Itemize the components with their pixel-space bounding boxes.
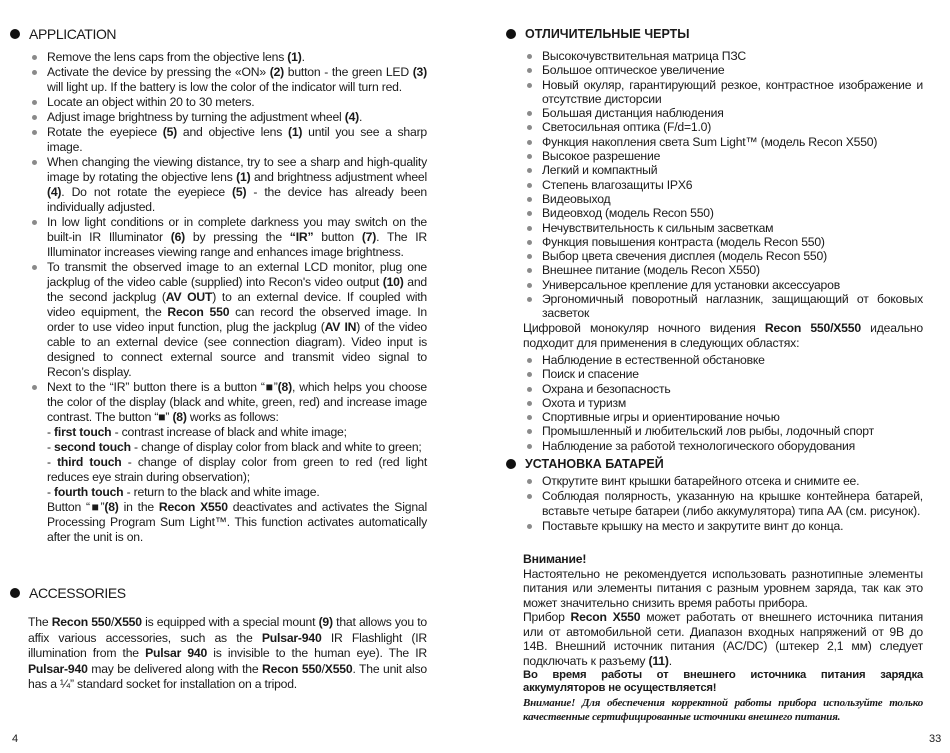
battery-step: Открутите винт крышки батарейного отсека и снимите ее. — [523, 474, 923, 489]
page-number-left: 4 — [12, 733, 19, 745]
application-steps — [28, 50, 427, 545]
bold-text: second touch — [54, 440, 131, 454]
application-heading-text: APPLICATION — [29, 26, 117, 42]
features-list — [523, 49, 923, 321]
bold-text: (1) — [288, 125, 303, 139]
bold-text: (3) — [412, 65, 427, 79]
bullet-dot-icon — [10, 29, 20, 39]
application-area-item: Охрана и безопасность — [523, 382, 923, 396]
feature-item: Универсальное крепление для установки аксессуаров — [523, 278, 923, 292]
bold-text: Recon X550 — [570, 610, 641, 624]
feature-item: Функция повышения контраста (модель Recon 550) — [523, 235, 923, 249]
application-step: Rotate the eyepiece (5) and objective lens (1) until you see a sharp image. — [28, 125, 427, 155]
application-step: When changing the viewing distance, try to see a sharp and high-quality image by rotating the objective lens (1) and brightness adjustment wheel (4). Do not rotate the eyepiece (5) - the device has already been individually adjusted. — [28, 155, 427, 215]
application-step: Next to the “IR” button there is a button “■”(8), which helps you choose the color of the display (black and white, green, red) and increase image contrast. The button “■” (8) works as follows: - first touch - contrast increase of black and white image; - second touch - change of display color from black and white to green; - third touch - change of display color from green to red (red light reduces eye strain during observation); - fourth touch - return to the black and white image. Button “■”(8) in the Recon X550 deactivates and activates the Signal Processing Program Sum Light™. This function activates automatically after the unit is on. — [28, 380, 427, 545]
page-number-right: 33 — [929, 733, 942, 745]
application-area-item: Спортивные игры и ориентирование ночью — [523, 410, 923, 424]
application-area-item: Наблюдение в естественной обстановке — [523, 353, 923, 367]
feature-item: Нечувствительность к сильным засветкам — [523, 221, 923, 235]
feature-item: Видеовход (модель Recon 550) — [523, 206, 923, 220]
bold-text: (2) — [269, 65, 285, 79]
battery-step: Поставьте крышку на место и закрутите винт до конца. — [523, 519, 923, 534]
application-step: Locate an object within 20 to 30 meters. — [28, 95, 427, 110]
bold-text: (4) — [47, 185, 62, 199]
attention-title: Внимание! — [523, 552, 587, 566]
power-source-note: Внимание! Для обеспечения корректной работы прибора используйте только качественные сертифицированные источники внешнего питания. — [523, 697, 923, 723]
application-areas-list — [523, 353, 923, 453]
bold-text: Pulsar-940 — [28, 661, 88, 676]
bold-text: first touch — [54, 425, 112, 439]
external-power-text: Прибор Recon X550 может работать от внешнего источника питания или от автомобильной сети. Диапазон входных напряжений от 9В до 14В. Внешний источник питания (AC/DC) (штекер 2,1 мм) следует подключать к разъему (11). — [523, 610, 923, 668]
feature-item: Видеовыход — [523, 192, 923, 206]
bold-text: (8) — [172, 410, 187, 424]
application-area-item: Наблюдение за работой технологического оборудования — [523, 439, 923, 453]
batteries-steps — [523, 474, 923, 534]
application-step: To transmit the observed image to an external LCD monitor, plug one jackplug of the video cable (supplied) into Recon's video output (10) and the second jackplug (AV OUT) to an external device. If coupled with video equipment, the Recon 550 can record the observed image. In order to use video input function, plug the jackplug (AV IN) of the video cable to an external device (see connection diagram). Video input is designed to connect external source and transmit video signal to Recon’s display. — [28, 260, 427, 380]
accessories-heading — [10, 585, 126, 601]
feature-item: Выбор цвета свечения дисплея (модель Recon 550) — [523, 249, 923, 263]
application-area-item: Промышленный и любительский лов рыбы, лодочный спорт — [523, 424, 923, 438]
bold-text: (6) — [170, 230, 186, 244]
application-step: In low light conditions or in complete darkness you may switch on the built-in IR Illuminator (6) by pressing the “IR” button (7). The IR Illuminator increases viewing range and enhances image brightness. — [28, 215, 427, 260]
accessories-paragraph: The Recon 550/X550 is equipped with a special mount (9) that allows you to affix various accessories, such as the Pulsar-940 IR Flashlight (IR illumination from the Pulsar 940 is invisible to the human eye). The IR Pulsar-940 may be delivered along with the Recon 550/X550. The unit also has a ¼” standard socket for installation on a tripod. — [28, 615, 428, 691]
feature-item: Функция накопления света Sum Light™ (модель Recon X550) — [523, 135, 923, 149]
battery-step: Соблюдая полярность, указанную на крышке контейнера батарей, вставьте четыре батареи (либо аккумулятора) типа АА (см. рисунок). — [523, 489, 923, 519]
feature-item: Степень влагозащиты IPX6 — [523, 178, 923, 192]
bold-text: AV OUT — [165, 290, 213, 304]
bold-text: AV IN — [324, 320, 357, 334]
bullet-dot-icon — [10, 588, 20, 598]
batteries-heading-text: УСТАНОВКА БАТАРЕЙ — [525, 457, 664, 471]
bullet-dot-icon — [506, 29, 516, 39]
bold-text: fourth touch — [54, 485, 124, 499]
bold-text: (4) — [344, 110, 360, 124]
batteries-heading — [506, 457, 664, 471]
feature-item: Высокое разрешение — [523, 149, 923, 163]
feature-item: Легкий и компактный — [523, 163, 923, 177]
bold-text: (1) — [236, 170, 251, 184]
bold-text: Pulsar 940 — [145, 646, 208, 660]
application-area-item: Поиск и спасение — [523, 367, 923, 381]
bold-text: (10) — [382, 275, 404, 289]
bold-text: X550 — [324, 661, 353, 676]
bold-text: Recon X550 — [158, 500, 228, 514]
bullet-dot-icon — [506, 459, 516, 469]
application-heading — [10, 26, 116, 42]
bold-text: (9) — [318, 615, 333, 629]
bold-text: (8) — [104, 500, 119, 514]
feature-item: Новый окуляр, гарантирующий резкое, контрастное изображение и отсутствие дисторсии — [523, 78, 923, 107]
attention-block — [523, 552, 923, 668]
charging-warning: Во время работы от внешнего источника питания зарядка аккумуляторов не осуществляется! — [523, 669, 923, 694]
bold-text: Recon 550 — [51, 615, 111, 629]
bold-text: Recon 550/X550 — [764, 321, 861, 335]
bold-text: (11) — [648, 653, 669, 668]
bold-text: X550 — [114, 615, 142, 629]
bold-text: Pulsar-940 — [261, 630, 322, 645]
feature-item: Внешнее питание (модель Recon X550) — [523, 263, 923, 277]
bold-text: (1) — [287, 50, 302, 64]
accessories-heading-text: ACCESSORIES — [29, 585, 126, 601]
feature-item: Светосильная оптика (F/d=1.0) — [523, 120, 923, 134]
feature-item: Большое оптическое увеличение — [523, 63, 923, 77]
feature-item: Эргономичный поворотный наглазник, защищающий от боковых засветок — [523, 292, 923, 321]
bold-text: Recon 550 — [167, 305, 230, 319]
features-heading — [506, 27, 690, 41]
bold-text: third touch — [57, 455, 122, 469]
bold-text: (5) — [162, 125, 178, 139]
application-area-item: Охота и туризм — [523, 396, 923, 410]
features-heading-text: ОТЛИЧИТЕЛЬНЫЕ ЧЕРТЫ — [525, 27, 690, 41]
feature-item: Большая дистанция наблюдения — [523, 106, 923, 120]
feature-item: Высокочувствительная матрица ПЗС — [523, 49, 923, 63]
bold-text: (8) — [277, 380, 292, 394]
application-step: Activate the device by pressing the «ON» (2) button - the green LED (3) will light up. If the battery is low the color of the indicator will turn red. — [28, 65, 427, 95]
bold-text: Recon 550 — [262, 661, 322, 676]
bold-text: (7) — [361, 230, 377, 244]
bold-text: “IR” — [289, 230, 314, 244]
application-step: Adjust image brightness by turning the adjustment wheel (4). — [28, 110, 427, 125]
bold-text: (5) — [232, 185, 247, 199]
application-step: Remove the lens caps from the objective lens (1). — [28, 50, 427, 65]
attention-text: Настоятельно не рекомендуется использовать разнотипные элементы питания или элементы питания с разным уровнем заряда, так как это может значительно снизить время работы прибора. — [523, 566, 923, 610]
features-intro: Цифровой монокуляр ночного видения Recon 550/X550 идеально подходит для применения в следующих областях: — [523, 321, 923, 350]
